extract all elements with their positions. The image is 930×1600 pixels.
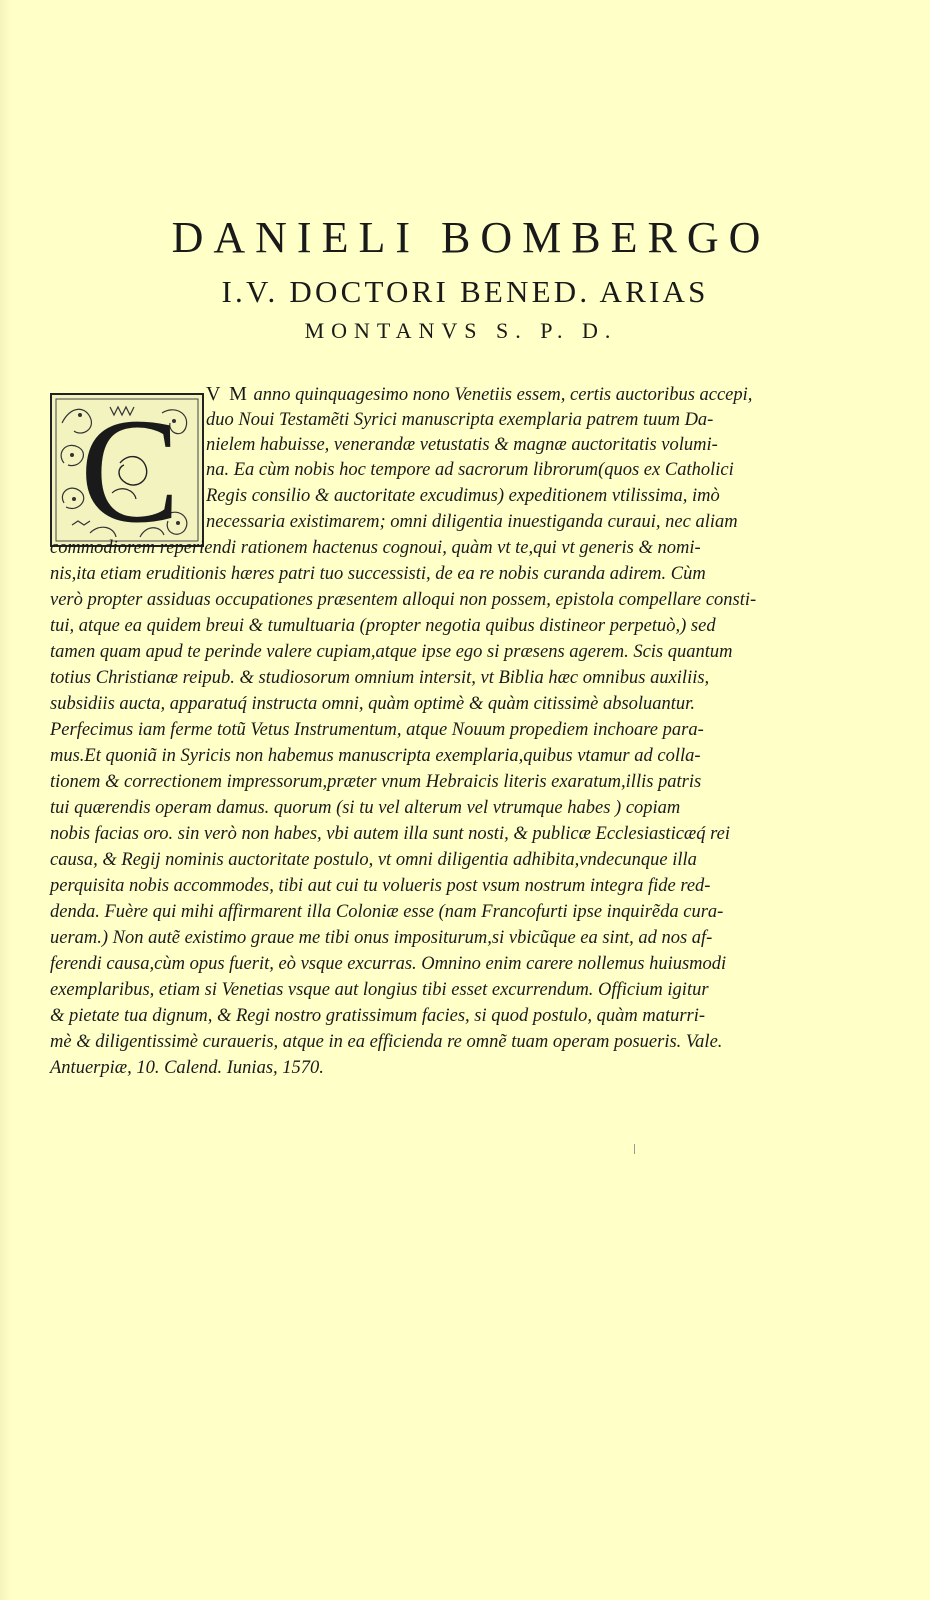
- text-line-17: tui quærendis operam damus. quorum (si tu vel alterum vel vtrumque habes ) copiam: [50, 798, 681, 818]
- text-line-12: totius Christianæ reipub. & studiosorum omnium intersit, vt Biblia hæc omnibus auxiliis,: [50, 668, 710, 688]
- text-line-26: mè & diligentissimè curaueris, atque in ea efficienda re omnẽ tuam operam posueris. Vale.: [50, 1032, 723, 1052]
- page-mark: [634, 1144, 635, 1154]
- text-line-2: duo Noui Testamẽti Syrici manuscripta exemplaria patrem tuum Da-: [206, 410, 714, 430]
- text-line-10: tui, atque ea quidem breui & tumultuaria (propter negotia quibus distineor perpetuò,) sed: [50, 616, 716, 636]
- text-line-14: Perfecimus iam ferme totũ Vetus Instrumentum, atque Nouum propediem inchoare para-: [50, 720, 704, 740]
- text-line-18: nobis facias oro. sin verò non habes, vbi autem illa sunt nosti, & publicæ Ecclesiasticæq́ rei: [50, 824, 730, 844]
- text-line-24: exemplaribus, etiam si Venetias vsque aut longius tibi esset excurrendum. Officium igitur: [50, 980, 709, 1000]
- heading-line-2: I.V. DOCTORI BENED. ARIAS: [221, 274, 709, 309]
- woodcut-decorated-initial-icon: [50, 393, 204, 547]
- text-line-20: perquisita nobis accommodes, tibi aut cui tu volueris post vsum nostrum integra fide red-: [50, 876, 711, 896]
- heading-line-1: DANIELI BOMBERGO: [171, 213, 771, 262]
- text-line-3: nielem habuisse, venerandæ vetustatis & magnæ auctoritatis volumi-: [206, 435, 718, 455]
- text-line-6: necessaria existimarem; omni diligentia inuestiganda curaui, nec aliam: [206, 512, 738, 532]
- text-line-1: [206, 383, 752, 406]
- text-line-5: Regis consilio & auctoritate excudimus) expeditionem vtilissima, imò: [206, 486, 720, 506]
- text-line-16: tionem & correctionem impressorum,præter vnum Hebraicis literis exaratum,illis patris: [50, 772, 702, 792]
- text-line-22: ueram.) Non autẽ existimo graue me tibi onus impositurum,si vbicũque ea sint, ad nos af-: [50, 928, 713, 948]
- text-line-13: subsidiis aucta, apparatuq́ instructa omni, quàm optimè & quàm citissimè absoluantur.: [50, 694, 695, 714]
- heading-line-3: MONTANVS S. P. D.: [304, 318, 618, 343]
- text-line-8: nis,ita etiam eruditionis hæres patri tuo successisti, de ea re nobis curanda adirem. Cùm: [50, 564, 706, 584]
- text-line-21: denda. Fuère qui mihi affirmarent illa Coloniæ esse (nam Francofurti ipse inquirẽda cura-: [50, 902, 724, 922]
- text-line-9: verò propter assiduas occupationes præsentem alloqui non possem, epistola compellare consti-: [50, 590, 757, 610]
- text-line-25: & pietate tua dignum, & Regi nostro gratissimum facies, si quod postulo, quàm maturri-: [50, 1006, 706, 1026]
- first-line-caps: V M: [206, 383, 249, 405]
- text-line-7: commodiorem reperiendi rationem hactenus cognoui, quàm vt te,qui vt generis & nomi-: [50, 538, 701, 558]
- text-line-4: na. Ea cùm nobis hoc tempore ad sacrorum librorum(quos ex Catholici: [206, 460, 734, 480]
- text-line-15: mus.Et quoniã in Syricis non habemus manuscripta exemplaria,quibus vtamur ad colla-: [50, 746, 701, 766]
- text-line-19: causa, & Regij nominis auctoritate postulo, vt omni diligentia adhibita,vndecunque illa: [50, 850, 697, 870]
- text-line-1-rest: anno quinquagesimo nono Venetiis essem, certis auctoribus accepi,: [253, 385, 753, 405]
- text-line-27: Antuerpiæ, 10. Calend. Iunias, 1570.: [50, 1058, 324, 1078]
- initial-letter: C: [79, 393, 181, 547]
- text-line-23: ferendi causa,cùm opus fuerit, eò vsque excurras. Omnino enim carere nollemus huiusmodi: [50, 954, 727, 974]
- text-line-11: tamen quam apud te perinde valere cupiam,atque ipse ego si præsens agerem. Scis quantum: [50, 642, 733, 662]
